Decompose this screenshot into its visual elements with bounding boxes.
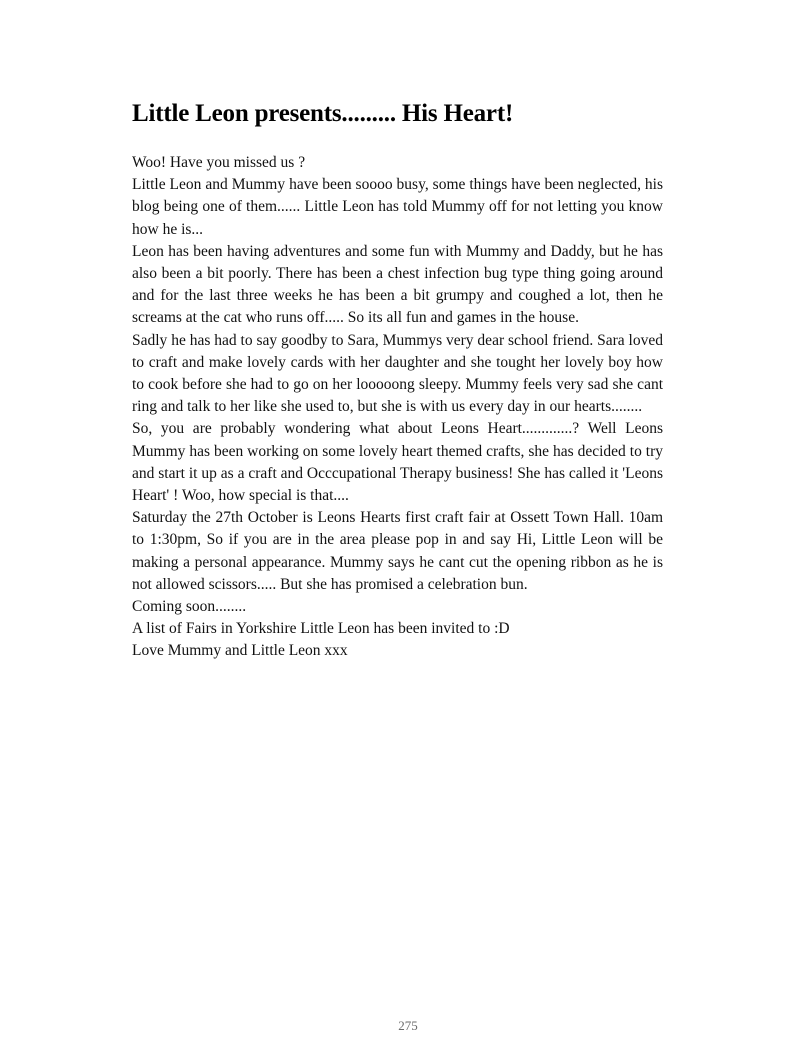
page-title: Little Leon presents......... His Heart! [132,100,514,127]
paragraph-leons-heart: So, you are probably wondering what about Leons Heart.............? Well Leons Mummy has been working on some lovely heart themed crafts, she has decided to try and start it up as a craft and Occcupational Therapy business! She has called it 'Leons Heart' ! Woo, how special is that.... [132,420,663,505]
paragraph-sara: Sadly he has had to say goodby to Sara, Mummys very dear school friend. Sara loved to craft and make lovely cards with her daughter and she tought her lovely boy how to cook before she had to go on her looooong sleepy. Mummy feels very sad she cant ring and talk to her like she used to, but she is with us every day in our hearts........ [132,331,663,416]
paragraph-craft-fair: Saturday the 27th October is Leons Hearts first craft fair at Ossett Town Hall. 10am to 1:30pm, So if you are in the area please pop in and say Hi, Little Leon will be making a personal appearance. Mummy says he cant cut the opening ribbon as he is not allowed scissors..... But she has promised a celebration bun. [132,509,663,593]
paragraph-signoff: Love Mummy and Little Leon xxx [132,642,348,660]
paragraph-coming-soon: Coming soon........ [132,598,247,616]
paragraph-fairs-list: A list of Fairs in Yorkshire Little Leon has been invited to :D [132,620,510,638]
paragraph-greeting: Woo! Have you missed us ? [132,154,306,171]
body-text [132,152,663,663]
paragraph-busy: Little Leon and Mummy have been soooo busy, some things have been neglected, his blog being one of them...... Little Leon has told Mummy off for not letting you know how he is... [132,176,663,238]
paragraph-poorly: Leon has been having adventures and some fun with Mummy and Daddy, but he has also been a bit poorly. There has been a chest infection bug type thing going around and for the last three weeks he has been a bit grumpy and coughed a lot, then he screams at the cat who runs off..... So its all fun and games in the house. [132,242,663,327]
page-number: 275 [398,1018,418,1033]
